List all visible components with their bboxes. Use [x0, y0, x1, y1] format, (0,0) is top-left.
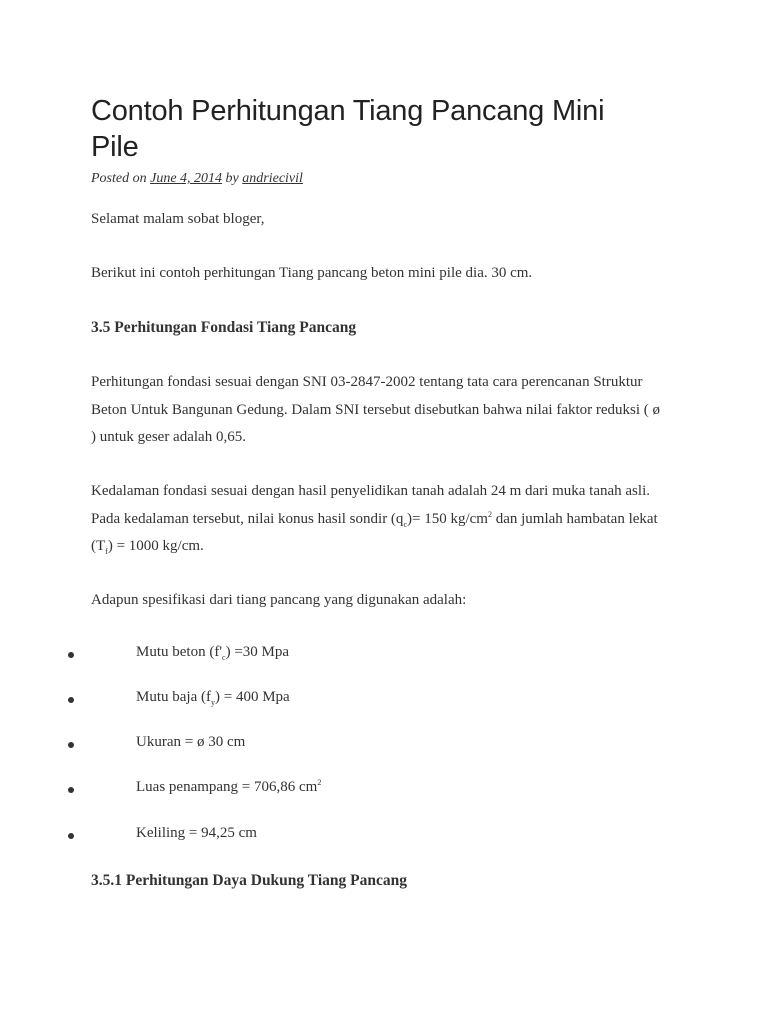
- depth-paragraph: Kedalaman fondasi sesuai dengan hasil penyelidikan tanah adalah 24 m dari muka tanah asli. Pada kedalaman tersebut, nilai konus hasil sondir $(q_c)= 150$ $kg/cm^2$ dan jumlah hambatan lekat $(T_f) = 1000$ kg/cm.: [91, 483, 658, 556]
- post-meta: [91, 171, 303, 187]
- intro-paragraph: Berikut ini contoh perhitungan Tiang pancang beton mini pile dia. 30 cm.: [91, 265, 533, 281]
- bullet-icon: [68, 652, 74, 658]
- bullet-icon: [68, 697, 74, 703]
- bullet-icon: [68, 833, 74, 839]
- section-heading-3-5: 3.5 Perhitungan Fondasi Tiang Pancang: [91, 319, 357, 336]
- bullet-icon: [68, 742, 74, 748]
- post-date-link[interactable]: June 4, 2014: [150, 171, 223, 186]
- foundation-paragraph: Perhitungan fondasi sesuai dengan SNI 03-2847-2002 tentang tata cara perencanan Struktur Beton Untuk Bangunan Gedung. Dalam SNI tersebut disebutkan bahwa nilai faktor reduksi ( ø ) untuk geser adalah 0,65.: [91, 374, 661, 445]
- section-heading-3-5-1: 3.5.1 Perhitungan Daya Dukung Tiang Pancang: [91, 872, 407, 889]
- bullet-icon: [68, 787, 74, 793]
- author-link[interactable]: andriecivil: [242, 171, 303, 186]
- posted-on-label: Posted on: [91, 171, 147, 186]
- post-title: Contoh Perhitungan Tiang Pancang Mini Pile: [91, 95, 605, 163]
- spec-intro: Adapun spesifikasi dari tiang pancang yang digunakan adalah:: [91, 592, 467, 608]
- by-label: by: [225, 171, 239, 186]
- greeting: Selamat malam sobat bloger,: [91, 211, 265, 227]
